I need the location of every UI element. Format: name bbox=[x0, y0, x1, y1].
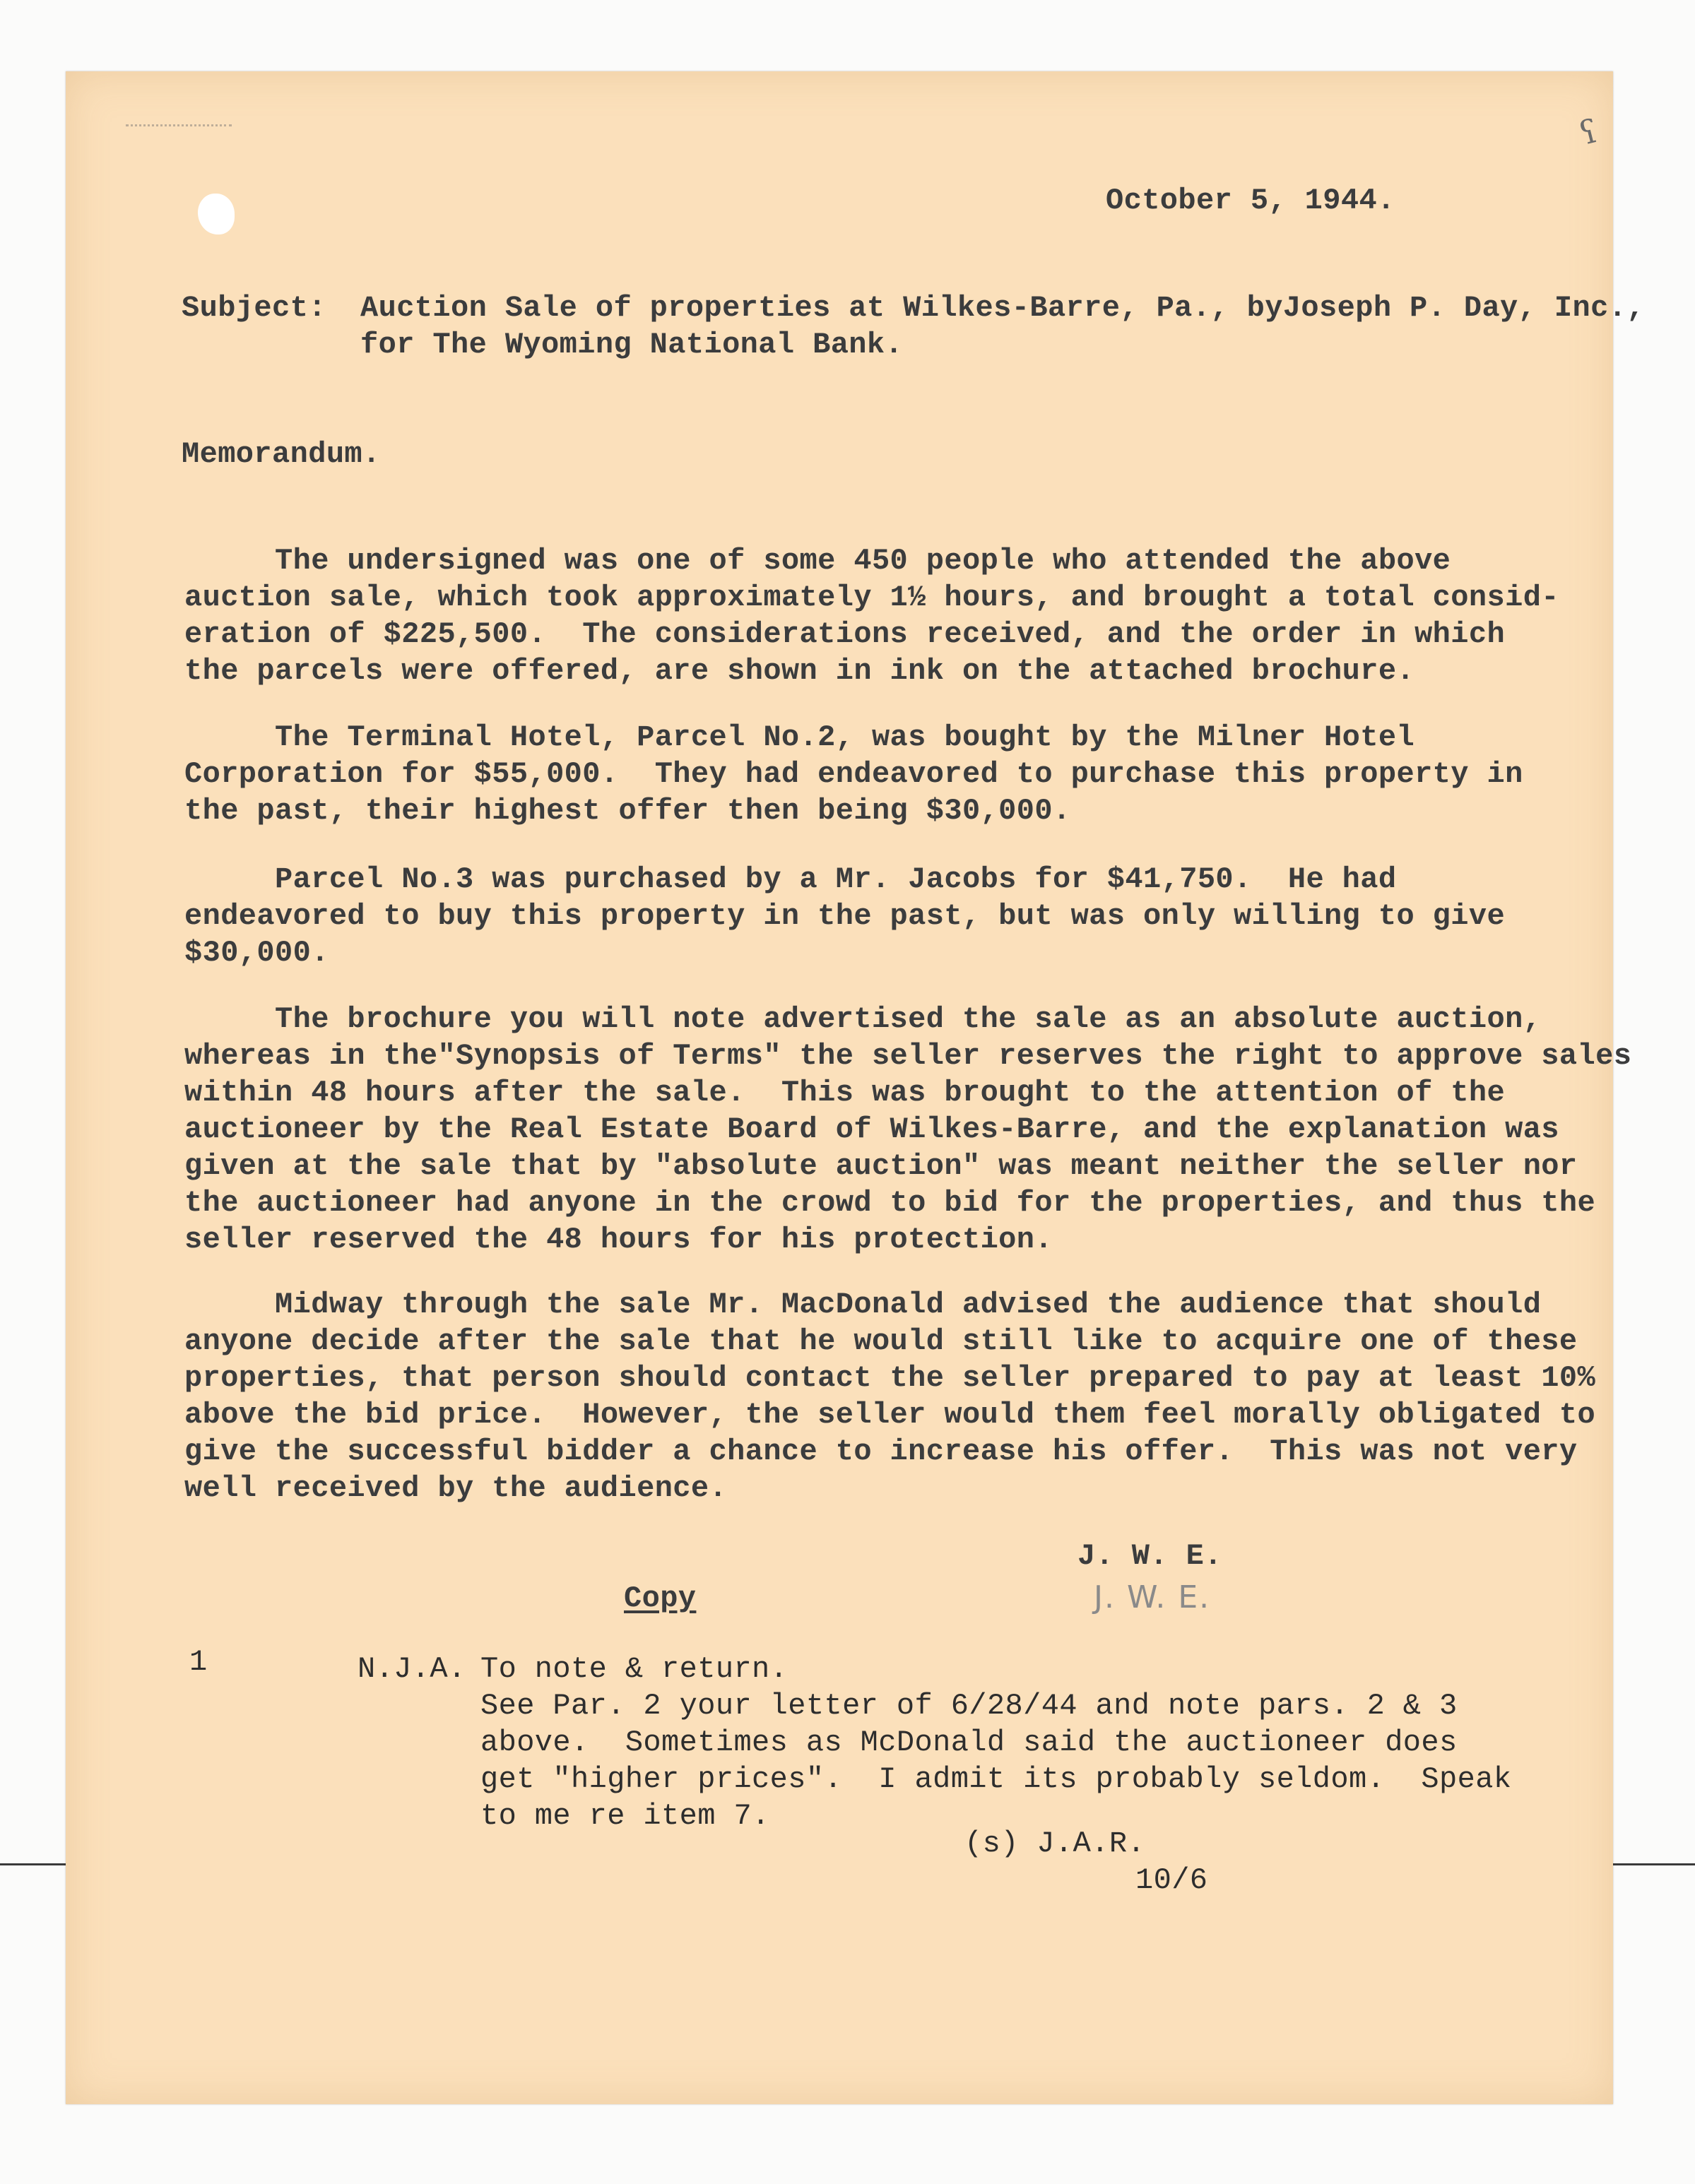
text-line: auction sale, which took approximately 1½ hours, and brought a total consid- bbox=[184, 581, 1559, 615]
annotation-signature: (s) J.A.R. bbox=[964, 1827, 1146, 1860]
signature-initials: J. W. E. bbox=[1077, 1539, 1222, 1573]
punch-hole bbox=[198, 194, 235, 235]
copy-label: Copy bbox=[624, 1581, 697, 1615]
text-line: Midway through the sale Mr. MacDonald advised the audience that should bbox=[184, 1288, 1542, 1322]
text-line: the past, their highest offer then being $30,000. bbox=[184, 794, 1071, 828]
subject-line: for The Wyoming National Bank. bbox=[360, 328, 904, 362]
corner-pencil-mark: ʕ bbox=[1575, 111, 1602, 153]
text-line: properties, that person should contact the seller prepared to pay at least 10% bbox=[184, 1361, 1596, 1395]
memorandum-heading: Memorandum. bbox=[182, 437, 381, 471]
text-line: eration of $225,500. The considerations received, and the order in which bbox=[184, 617, 1506, 651]
text-line: See Par. 2 your letter of 6/28/44 and note pars. 2 & 3 bbox=[480, 1689, 1458, 1723]
paragraph-brochure bbox=[184, 964, 1631, 1295]
initials-stamp: J. W. E. bbox=[1094, 1579, 1211, 1615]
paper-mark bbox=[126, 124, 232, 131]
text-line: above. Sometimes as McDonald said the auctioneer does bbox=[480, 1726, 1458, 1759]
text-line: to me re item 7. bbox=[480, 1799, 770, 1833]
subject-line: Auction Sale of properties at Wilkes-Barre, Pa., byJoseph P. Day, Inc., bbox=[360, 291, 1645, 325]
annotation-date: 10/6 bbox=[1135, 1863, 1208, 1897]
text-line: Parcel No.3 was purchased by a Mr. Jacobs for $41,750. He had bbox=[184, 862, 1397, 896]
text-line: given at the sale that by "absolute auction" was meant neither the seller nor bbox=[184, 1149, 1578, 1183]
annotation-recipient: N.J.A. bbox=[358, 1652, 466, 1686]
text-line: well received by the audience. bbox=[184, 1471, 728, 1505]
letter-date: October 5, 1944. bbox=[1106, 184, 1395, 218]
text-line: auctioneer by the Real Estate Board of Wilkes-Barre, and the explanation was bbox=[184, 1112, 1559, 1146]
text-line: endeavored to buy this property in the past, but was only willing to give bbox=[184, 899, 1506, 933]
text-line: The Terminal Hotel, Parcel No.2, was bought by the Milner Hotel bbox=[184, 720, 1415, 754]
text-line: whereas in the"Synopsis of Terms" the seller reserves the right to approve sales bbox=[184, 1039, 1632, 1073]
text-line: the parcels were offered, are shown in ink on the attached brochure. bbox=[184, 654, 1415, 688]
annotation-number: 1 bbox=[189, 1645, 208, 1679]
text-line: $30,000. bbox=[184, 936, 329, 970]
subject-label: Subject: bbox=[182, 291, 326, 325]
text-line: above the bid price. However, the seller would them feel morally obligated to bbox=[184, 1398, 1596, 1432]
subject-text bbox=[360, 290, 1645, 363]
text-line: anyone decide after the sale that he would still like to acquire one of these bbox=[184, 1324, 1578, 1358]
annotation-body bbox=[480, 1651, 1511, 1834]
text-line: get "higher prices". I admit its probably seldom. Speak bbox=[480, 1762, 1512, 1796]
text-line: the auctioneer had anyone in the crowd to bid for the properties, and thus the bbox=[184, 1186, 1596, 1220]
text-line: within 48 hours after the sale. This was brought to the attention of the bbox=[184, 1076, 1506, 1110]
text-line: give the successful bidder a chance to increase his offer. This was not very bbox=[184, 1435, 1578, 1468]
text-line: The undersigned was one of some 450 people who attended the above bbox=[184, 544, 1451, 578]
paragraph-macdonald bbox=[184, 1250, 1595, 1543]
text-line: seller reserved the 48 hours for his protection. bbox=[184, 1223, 1053, 1257]
text-line: To note & return. bbox=[480, 1652, 789, 1686]
text-line: Corporation for $55,000. They had endeavored to purchase this property in bbox=[184, 757, 1523, 791]
text-line: The brochure you will note advertised the sale as an absolute auction, bbox=[184, 1002, 1542, 1036]
